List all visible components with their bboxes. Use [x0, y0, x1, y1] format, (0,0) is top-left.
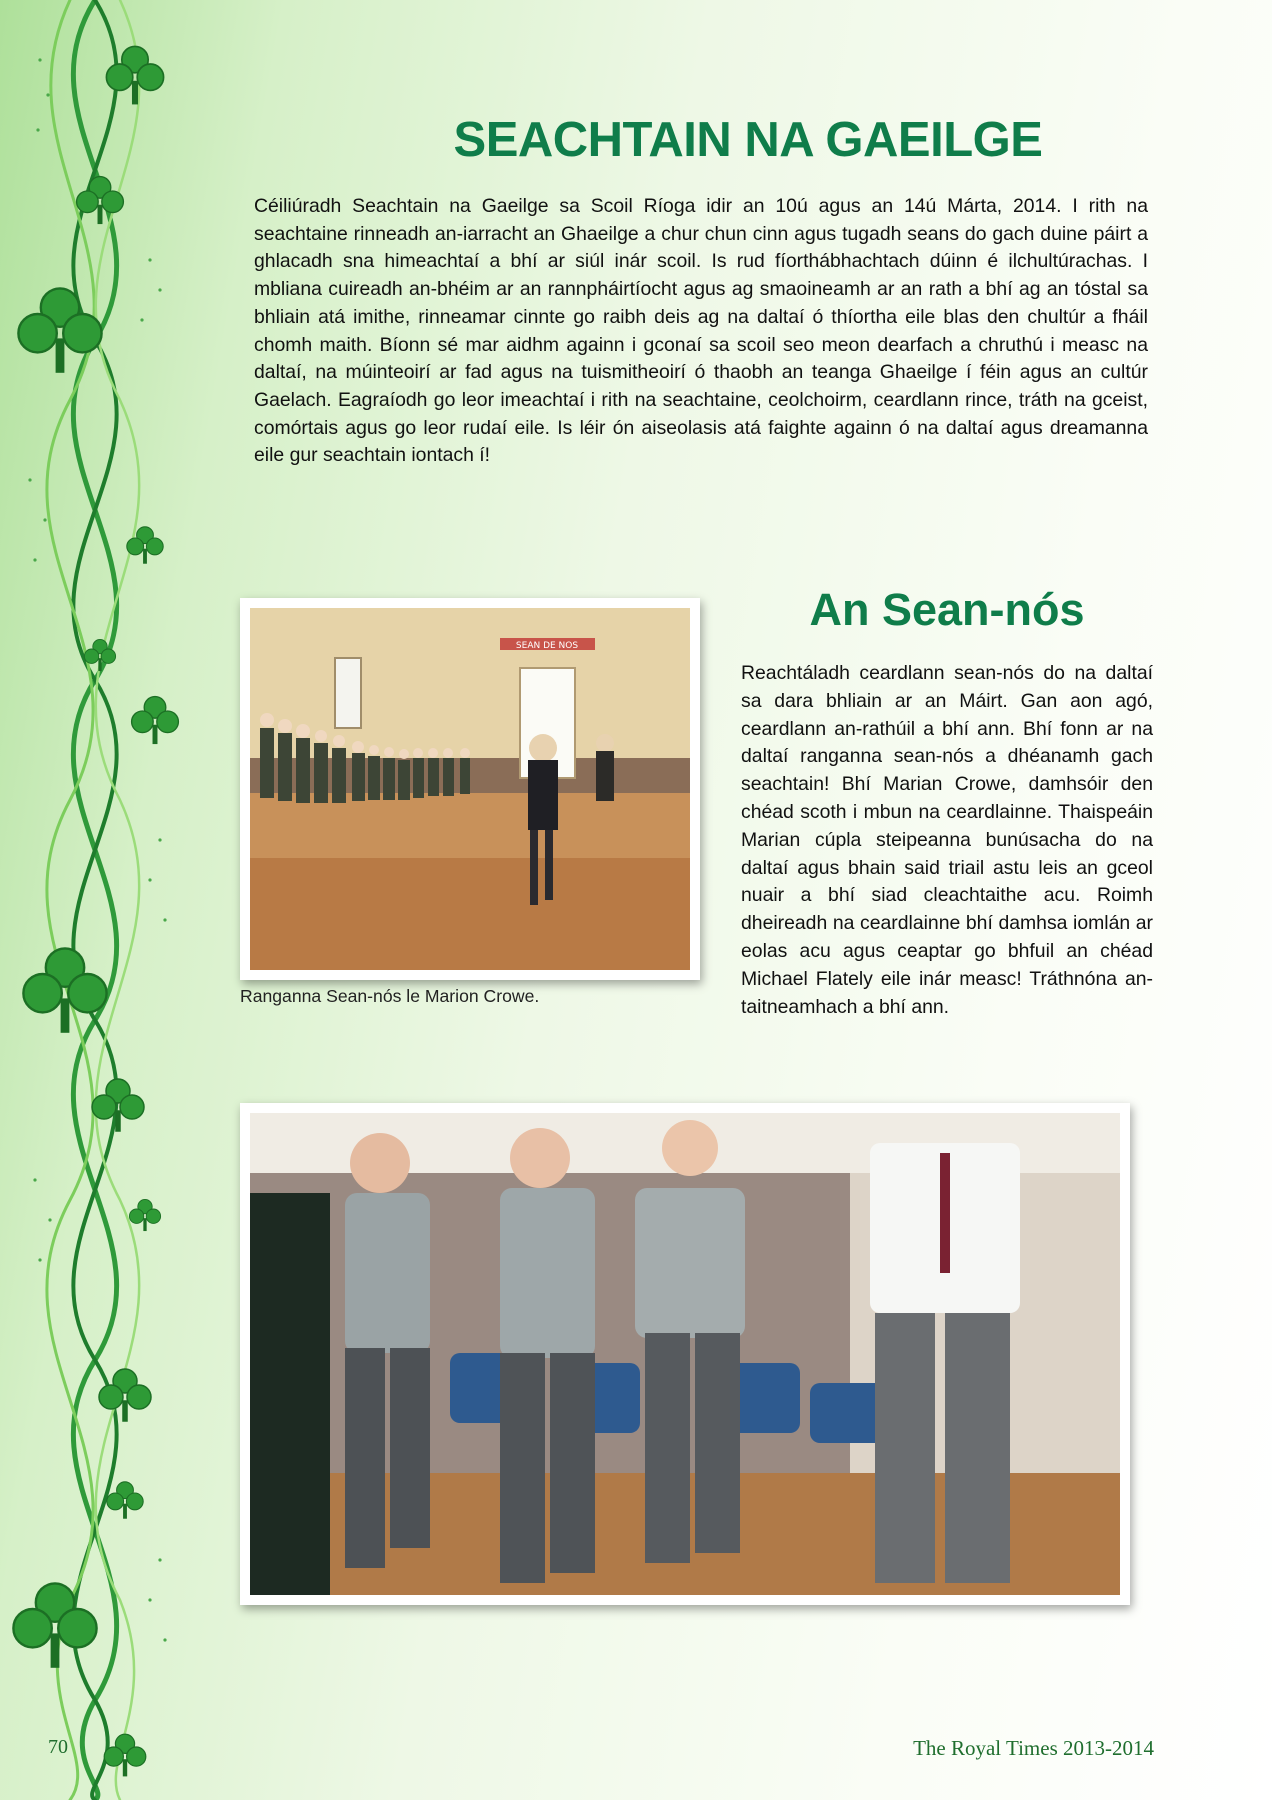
- adult-figure: [596, 734, 614, 801]
- article-title: SEACHTAIN NA GAEILGE: [453, 113, 1043, 167]
- students-image: [250, 1113, 1120, 1595]
- publication-title: The Royal Times 2013-2014: [913, 1736, 1154, 1760]
- shamrock-icon: [13, 1583, 96, 1666]
- shamrock-icon: [77, 177, 124, 224]
- shamrock-icon: [132, 697, 179, 744]
- shamrock-border: [0, 0, 190, 1800]
- shamrock-icon: [18, 288, 101, 371]
- shamrock-icon: [127, 527, 163, 563]
- shamrock-icon: [129, 1199, 160, 1230]
- sean-nos-paragraph: Reachtáladh ceardlann sean-nós do na daltaí sa dara bhliain ar an Máirt. Gan aon agó, ceardlann an-rathúil a bhí ann. Bhí fonn ar na daltaí ranganna sean-nós a dhéanamh gach seachtain! Bhí Marian Crowe, damhsóir den chéad scoth i mbun na ceardlainne. Thaispeáin Marian cúpla steipeanna bunúsacha do na daltaí agus bhain said triail astu leis an gceol nuair a bhí siad cleachtaithe acu. Roimh dheireadh na ceardlainne bhí damhsa iomlán ar eolas acu agus ceaptar go bhfuil an chéad Michael Flately eile inár measc! Tráthnóna an-taitneamhach a bhí ann.: [741, 662, 1153, 1018]
- shamrock-icon: [99, 1369, 151, 1421]
- dance-class-photo: [240, 598, 700, 980]
- student-4: [870, 1143, 1020, 1583]
- intro-paragraph: Céiliúradh Seachtain na Gaeilge sa Scoil Ríoga idir an 10ú agus an 14ú Márta, 2014. I rith na seachtaine rinneadh an-iarracht an Ghaeilge a chur chun cinn agus tugadh seans do gach duine páirt a ghlacadh sna himeachtaí a bhí ar siúl inár scoil. Is rud fíorthábhachtach dúinn é ilchultúrachas. I mbliana cuireadh an-bhéim ar an rannpháirtíocht agus ag smaoineamh ar an rath a bhí ag an tóstal sa bhliain atá imithe, rinneamar cinnte go raibh deis ag na daltaí ó thíortha eile blas den chultúr a fháil chomh maith. Bíonn sé mar aidhm againn i gconaí sa scoil seo meon dearfach a chruthú i measc na daltaí, na múinteoirí ar fad agus na tuismitheoirí ó thaobh an teanga Ghaeilge í féin agus an cultúr Gaelach. Eagraíodh go leor imeachtaí i rith na seachtaine, ceolchoirm, ceardlann rince, tráth na gceist, comórtais agus go leor rudaí eile. Is léir ón aiseolasis atá faighte againn ó na daltaí agus dreamanna eile gur seachtain iontach í!: [254, 195, 1148, 467]
- hall-banner-text: SEAN DE NOS: [515, 641, 579, 651]
- shamrock-icon: [107, 1482, 143, 1518]
- ribbon-vines: [47, 0, 139, 1800]
- page-number: 70: [48, 1736, 68, 1758]
- students-dancing-photo: [240, 1103, 1130, 1605]
- dance-hall-image: [250, 608, 690, 970]
- sean-nos-title: An Sean-nós: [809, 584, 1085, 635]
- photo-caption: Ranganna Sean-nós le Marion Crowe.: [240, 986, 540, 1006]
- shamrock-icon: [104, 1734, 146, 1776]
